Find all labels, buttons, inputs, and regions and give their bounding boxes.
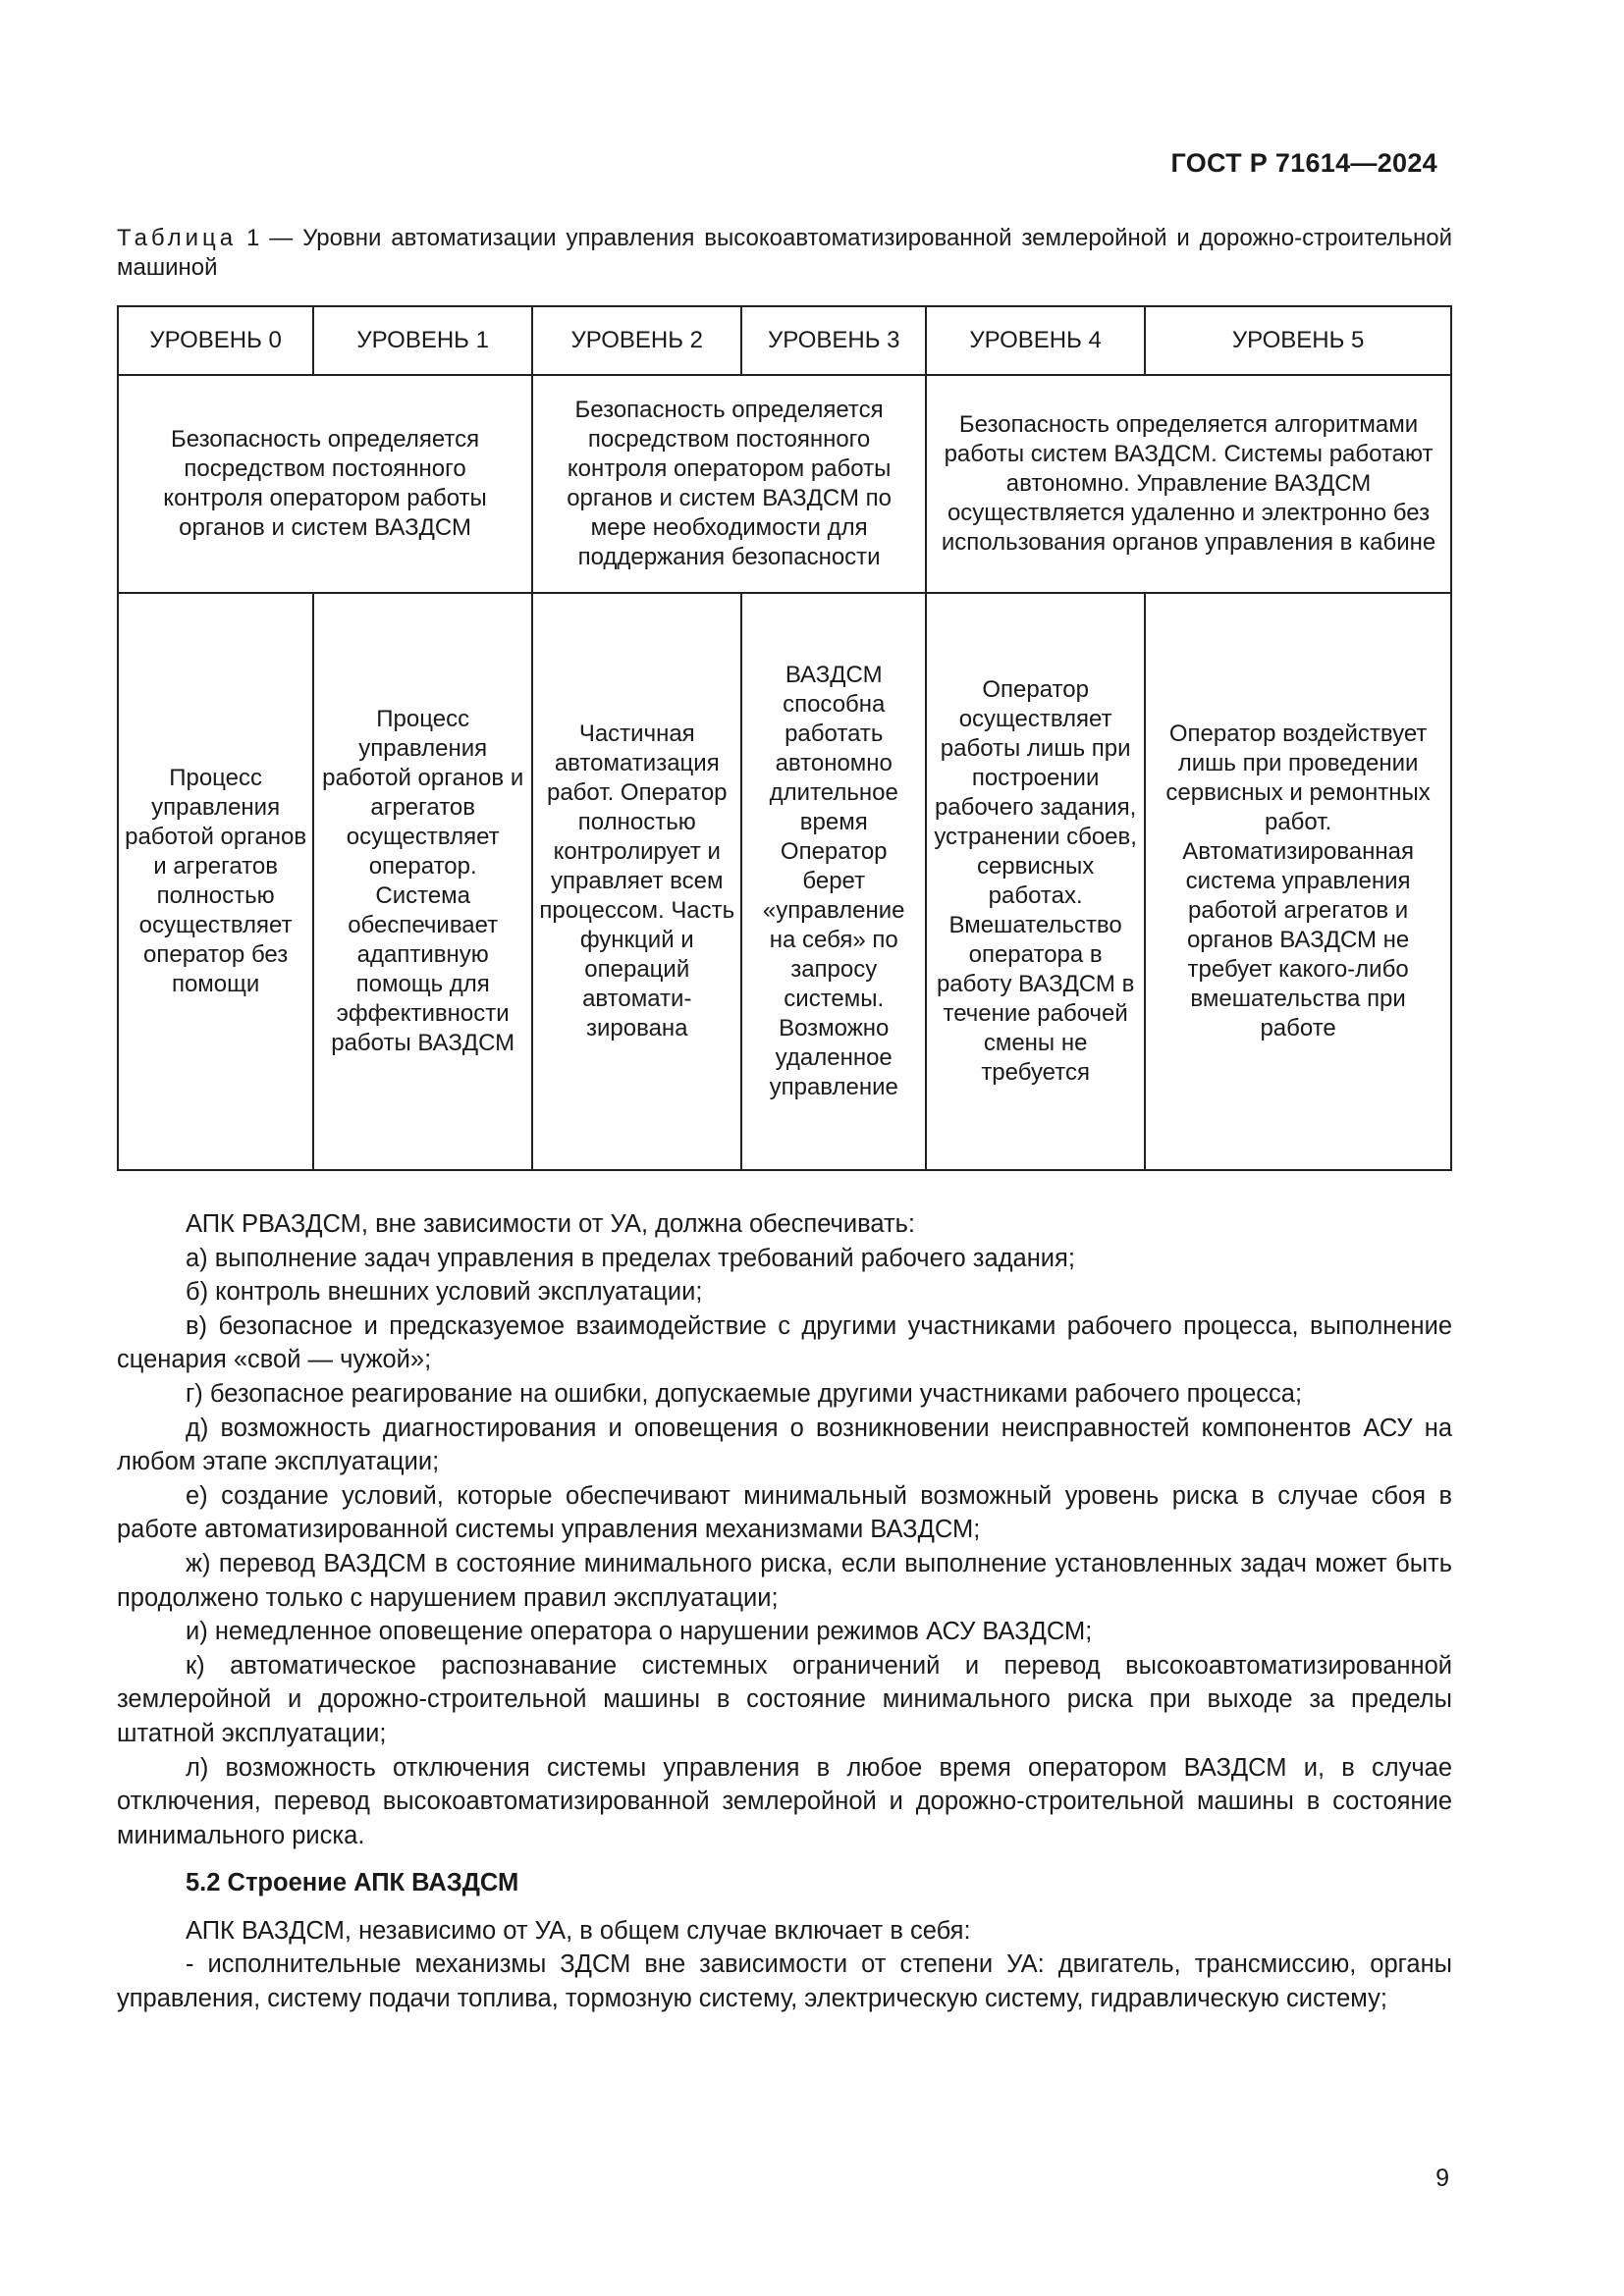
level-1-header: УРОВЕНЬ 1 bbox=[313, 306, 532, 375]
level-2-header: УРОВЕНЬ 2 bbox=[532, 306, 741, 375]
level-3-header: УРОВЕНЬ 3 bbox=[741, 306, 926, 375]
requirement-item-g: г) безопасное реагирование на ошибки, допускаемые другими участниками рабочего процесса; bbox=[186, 1379, 1303, 1408]
document-header: ГОСТ Р 71614—2024 bbox=[1170, 148, 1437, 178]
safety-levels-4-5: Безопасность определяется алгоритмами работы систем ВАЗДСМ. Системы работают автономно. Управление ВАЗДСМ осуществляется удаленно и электронно без использования органов управления в кабине bbox=[926, 375, 1451, 593]
level-4-description: Оператор осуществляет работы лишь при построении рабочего задания, устранении сбоев, сервисных работах. Вмешательство оператора в работу ВАЗДСМ в течение рабочей смены не требуется bbox=[926, 593, 1145, 1170]
table-header-row bbox=[118, 306, 1451, 375]
level-2-description: Частичная автоматизация работ. Оператор полностью контролирует и управляет всем процессом. Часть функций и операций автомати-зирована bbox=[532, 593, 741, 1170]
requirement-item-a: а) выполнение задач управления в пределах требований рабочего задания; bbox=[186, 1244, 1075, 1272]
level-5-description: Оператор воздействует лишь при проведении сервисных и ремонтных работ. Автоматизированная система управления работой агрегатов и органов ВАЗДСМ не требует какого-либо вмешательства при работе bbox=[1145, 593, 1451, 1170]
section-intro: АПК ВАЗДСМ, независимо от УА, в общем случае включает в себя: bbox=[186, 1916, 971, 1945]
automation-levels-table bbox=[117, 305, 1452, 1171]
requirement-item-e: е) создание условий, которые обеспечивают минимальный возможный уровень риска в случае сбоя в работе автоматизированной системы управления механизмами ВАЗДСМ; bbox=[117, 1481, 1452, 1544]
level-5-header: УРОВЕНЬ 5 bbox=[1145, 306, 1451, 375]
section-list-item: - исполнительные механизмы ЗДСМ вне зависимости от степени УА: двигатель, трансмиссию, органы управления, систему подачи топлива, тормозную систему, электрическую систему, гидравлическую систему; bbox=[117, 1950, 1452, 2013]
body-text bbox=[117, 1207, 1452, 2016]
requirement-item-i: и) немедленное оповещение оператора о нарушении режимов АСУ ВАЗДСМ; bbox=[186, 1618, 1093, 1646]
requirement-item-l: л) возможность отключения системы управления в любое время оператором ВАЗДСМ и, в случае отключения, перевод высокоавтоматизированной землеройной и дорожно-строительной машины в состояние минимального риска. bbox=[117, 1753, 1452, 1849]
requirement-item-b: б) контроль внешних условий эксплуатации; bbox=[186, 1278, 703, 1307]
requirement-item-k: к) автоматическое распознавание системных ограничений и перевод высокоавтоматизированной землеройной и дорожно-строительной машины в состояние минимального риска при выходе за пределы штатной эксплуатации; bbox=[117, 1651, 1452, 1747]
level-0-description: Процесс управления работой органов и агрегатов полностью осуществляет оператор без помощи bbox=[118, 593, 313, 1170]
requirement-item-zh: ж) перевод ВАЗДСМ в состояние минимального риска, если выполнение установленных задач может быть продолжено только с нарушением правил эксплуатации; bbox=[117, 1549, 1452, 1612]
table-caption-label: Таблица bbox=[117, 225, 238, 251]
level-3-description: ВАЗДСМ способна работать автономно длительное время Оператор берет «управление на себя» по запросу системы. Возможно удаленное управление bbox=[741, 593, 926, 1170]
safety-levels-2-3: Безопасность определяется посредством постоянного контроля оператором работы органов и систем ВАЗДСМ по мере необходимости для поддержания безопасности bbox=[532, 375, 926, 593]
table-caption bbox=[117, 224, 1452, 283]
page-number: 9 bbox=[1435, 2164, 1449, 2192]
safety-levels-0-1: Безопасность определяется посредством постоянного контроля оператором работы органов и систем ВАЗДСМ bbox=[118, 375, 532, 593]
requirement-item-v: в) безопасное и предсказуемое взаимодействие с другими участниками рабочего процесса, выполнение сценария «свой — чужой»; bbox=[117, 1311, 1452, 1374]
table-description-row bbox=[118, 593, 1451, 1170]
level-4-header: УРОВЕНЬ 4 bbox=[926, 306, 1145, 375]
level-1-description: Процесс управления работой органов и агрегатов осуществляет оператор. Система обеспечивает адаптивную помощь для эффективности работы ВАЗДСМ bbox=[313, 593, 532, 1170]
table-caption-text: 1 — Уровни автоматизации управления высокоавтоматизированной землеройной и дорожно-строительной машиной bbox=[117, 225, 1452, 281]
level-0-header: УРОВЕНЬ 0 bbox=[118, 306, 313, 375]
requirement-item-d: д) возможность диагностирования и оповещения о возникновении неисправностей компонентов АСУ на любом этапе эксплуатации; bbox=[117, 1414, 1452, 1476]
section-title: 5.2 Строение АПК ВАЗДСМ bbox=[186, 1869, 519, 1897]
requirements-intro: АПК РВАЗДСМ, вне зависимости от УА, должна обеспечивать: bbox=[186, 1210, 915, 1238]
table-safety-row bbox=[118, 375, 1451, 593]
